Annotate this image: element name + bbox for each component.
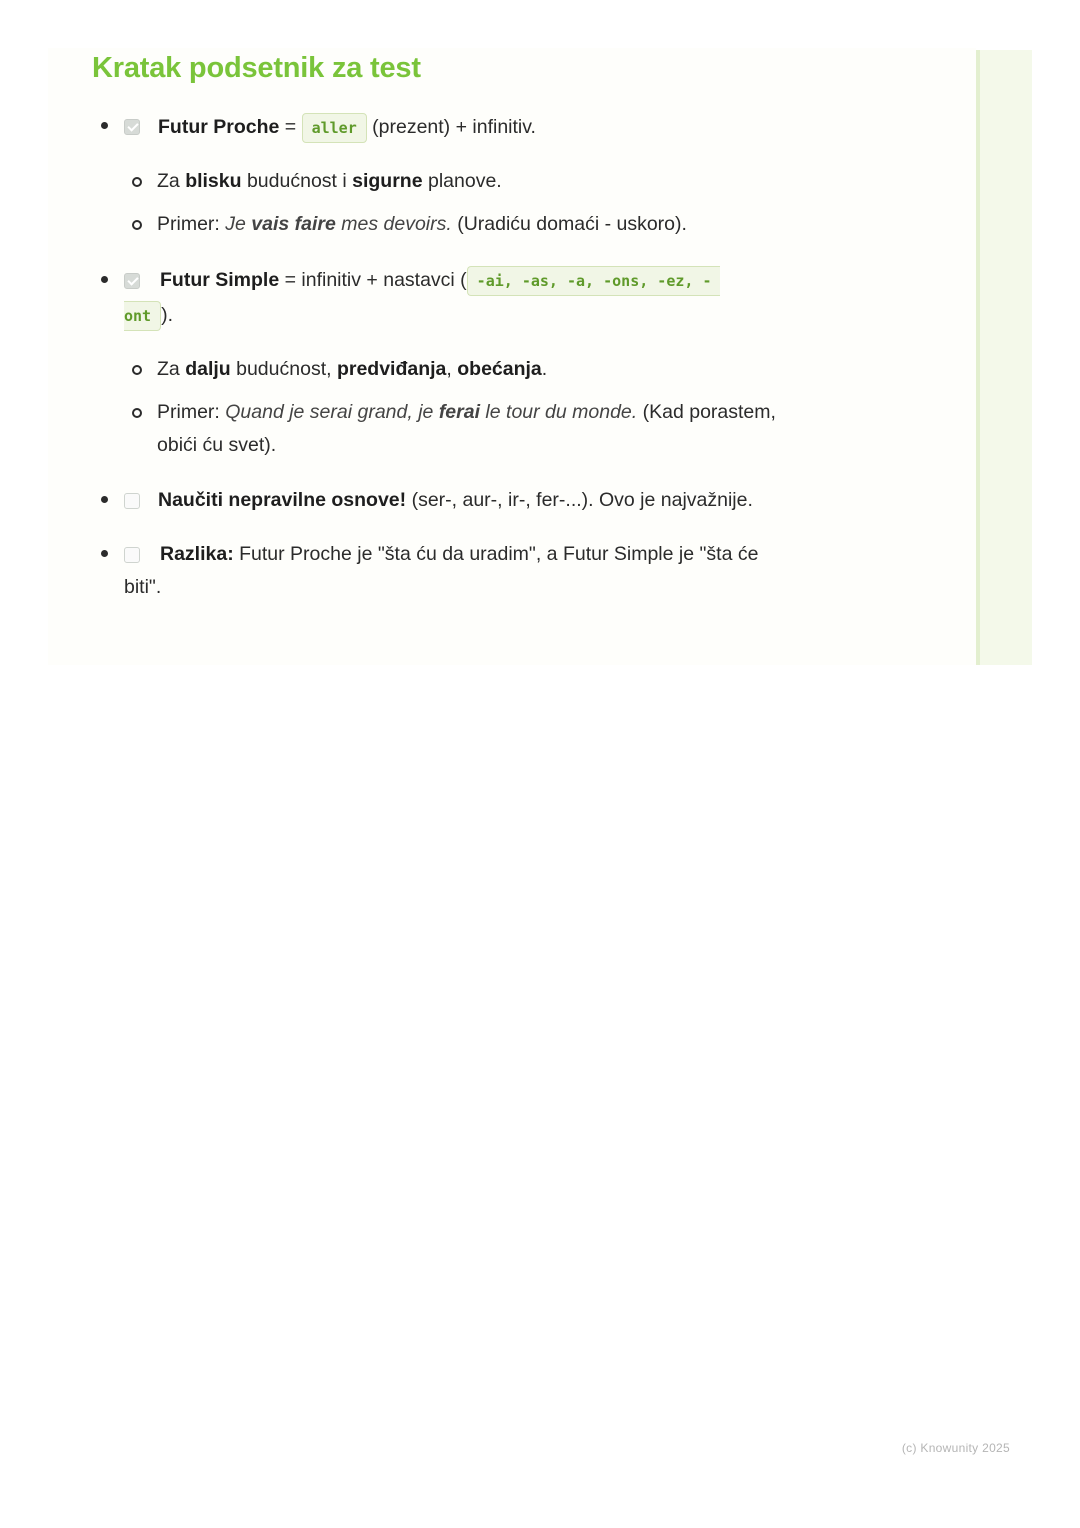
- sub-bullet: [132, 365, 142, 375]
- item-label: Futur Simple: [160, 269, 280, 291]
- item-futur-simple: Futur Simple = infinitiv + nastavci ( -ai, -as, -a, -ons, -ez, -: [160, 266, 720, 296]
- item-nepravilne-osnove: Naučiti nepravilne osnove! (ser-, aur-, ir-, fer-...). Ovo je najvažnije.: [158, 489, 753, 511]
- item-razlika-cont: biti".: [124, 576, 162, 598]
- page-title: Kratak podsetnik za test: [92, 52, 421, 84]
- sub-item-primer-1: Primer: Je vais faire mes devoirs. (Uradiću domaći - uskoro).: [157, 213, 687, 235]
- bullet-dot: [101, 122, 108, 129]
- bullet-dot: [101, 276, 108, 283]
- bullet-dot: [101, 496, 108, 503]
- checkbox-futur-simple[interactable]: [124, 273, 140, 289]
- item-futur-simple-cont: ont ).: [124, 301, 173, 331]
- code-ont: ont: [124, 301, 161, 331]
- item-razlika: Razlika: Futur Proche je "šta ću da uradim", a Futur Simple je "šta će: [160, 543, 759, 565]
- checkbox-nepravilne-osnove[interactable]: [124, 493, 140, 509]
- side-accent-bar: [976, 50, 1032, 665]
- copyright-footer: (c) Knowunity 2025: [901, 1441, 1010, 1455]
- sub-item-primer-2: Primer: Quand je serai grand, je ferai le tour du monde. (Kad porastem,: [157, 401, 776, 423]
- item-label: Razlika:: [160, 543, 234, 565]
- sub-bullet: [132, 408, 142, 418]
- item-label: Naučiti nepravilne osnove!: [158, 489, 407, 511]
- checkbox-futur-proche[interactable]: [124, 119, 140, 135]
- sub-bullet: [132, 220, 142, 230]
- code-endings: -ai, -as, -a, -ons, -ez, -: [467, 266, 721, 296]
- sub-item-blisku: Za blisku budućnost i sigurne planove.: [157, 170, 502, 192]
- item-label: Futur Proche: [158, 116, 280, 138]
- sub-item-dalju: Za dalju budućnost, predviđanja, obećanja.: [157, 358, 548, 380]
- item-futur-proche: Futur Proche = aller (prezent) + infinitiv.: [158, 113, 536, 143]
- code-aller: aller: [302, 113, 367, 143]
- sub-bullet: [132, 177, 142, 187]
- sub-item-primer-2-cont: obići ću svet).: [157, 434, 277, 456]
- checkbox-razlika[interactable]: [124, 547, 140, 563]
- bullet-dot: [101, 550, 108, 557]
